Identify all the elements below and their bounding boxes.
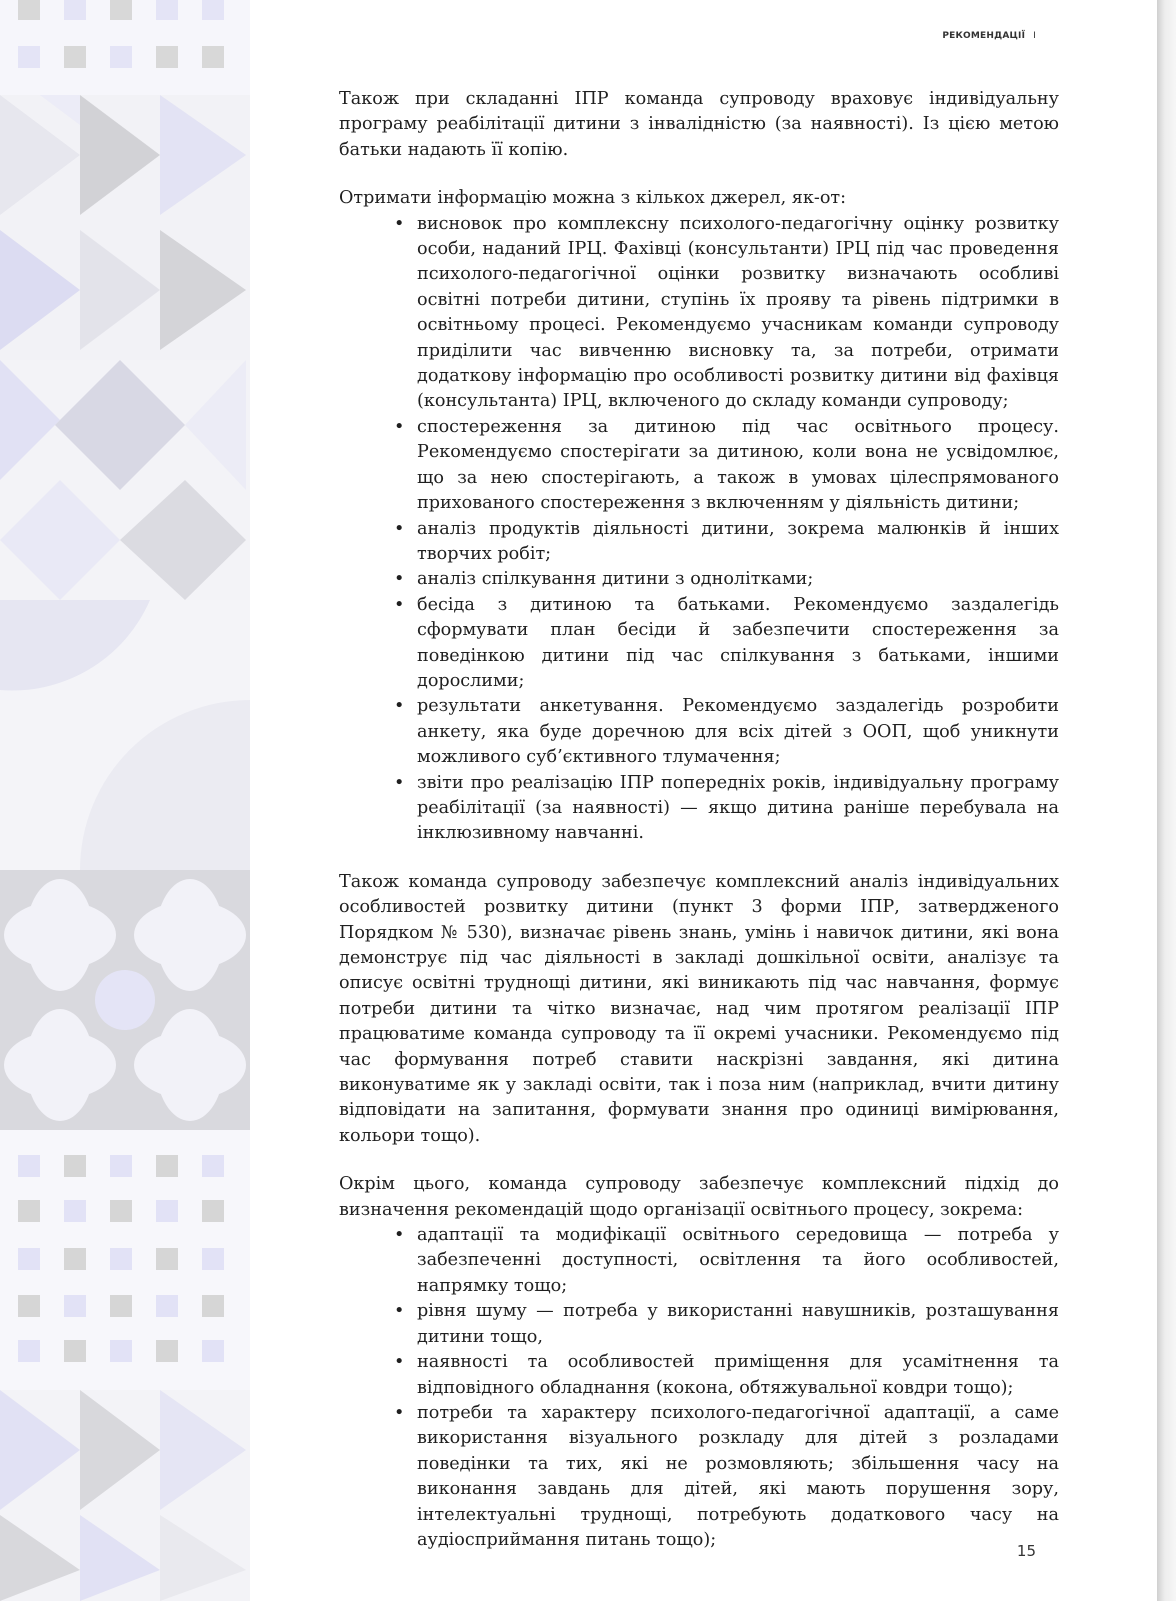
section-title: РЕКОМЕНДАЦІЇ <box>942 31 1026 41</box>
list-item: • звіти про реалізацію ІПР попередніх років, індивідуальну програму реабілітації (за наявності) — якщо дитина раніше перебувала на інклюзивному навчанні. <box>417 771 1059 847</box>
list-item: • адаптації та модифікації освітнього середовища — потреба у забезпеченні доступності, освітлення та його особливостей, напрямку тощо; <box>417 1223 1059 1299</box>
paragraph-ipr-program: Також при складанні ІПР команда супроводу враховує індивідуальну програму реабілітації дитини з інвалідністю (за наявності). Із цією метою батьки надають її копію. <box>339 89 1059 160</box>
paragraph-recommendations-intro: Окрім цього, команда супроводу забезпечує комплексний підхід до визначення рекомендацій щодо організації освітнього процесу, зокрема: <box>339 1174 1059 1220</box>
list-item: • спостереження за дитиною під час освітнього процесу. Рекомендуємо спостерігати за дитиною, коли вона не усвідомлює, що за нею спостерігають, а також в умовах цілеспрямованого прихованого спостереження з включенням у діяльність дитини; <box>417 415 1059 517</box>
page-edge-shadow <box>1157 0 1176 1601</box>
running-header <box>942 31 1036 41</box>
sources-list <box>339 212 1059 847</box>
list-item: • аналіз спілкування дитини з однолітками; <box>417 567 1059 592</box>
list-item: • рівня шуму — потреба у використанні навушників, розташування дитини тощо, <box>417 1299 1059 1350</box>
header-separator: I <box>1033 31 1036 41</box>
recommendations-list <box>339 1223 1059 1553</box>
list-item: • потреби та характеру психолого-педагогічної адаптації, а саме використання візуального розкладу для дітей з розладами поведінки та тих, які не розмовляють; збільшення часу на виконання завдань для дітей, які мають порушення зору, інтелектуальні труднощі, потребують додаткового часу на аудіосприймання питань тощо); <box>417 1401 1059 1553</box>
list-item: • бесіда з дитиною та батьками. Рекомендуємо заздалегідь сформувати план бесіди й забезпечити спостереження за поведінкою дитини під час спілкування з батьками, іншими дорослими; <box>417 593 1059 695</box>
paragraph-complex-analysis: Також команда супроводу забезпечує комплексний аналіз індивідуальних особливостей розвитку дитини (пункт 3 форми ІПР, затвердженого Порядком № 530), визначає рівень знань, умінь і навичок дитини, які вона демонструє під час діяльності в закладі дошкільної освіти, аналізує та описує освітні труднощі дитини, які виникають під час навчання, формує потреби дитини та чітко визначає, над чим протягом реалізації ІПР працюватиме команда супроводу та її окремі учасники. Рекомендуємо під час формування потреб ставити наскрізні завдання, які дитина виконуватиме як у закладі освіти, так і поза ним (наприклад, вчити дитину відповідати на запитання, формувати знання про одиниці вимірювання, кольори тощо). <box>339 871 1059 1146</box>
body-text <box>339 87 1059 1576</box>
list-item: • наявності та особливостей приміщення для усамітнення та відповідного обладнання (кокона, обтяжувальної ковдри тощо); <box>417 1350 1059 1401</box>
list-item: • аналіз продуктів діяльності дитини, зокрема малюнків й інших творчих робіт; <box>417 517 1059 568</box>
list-item: • висновок про комплексну психолого-педагогічну оцінку розвитку особи, наданий ІРЦ. Фахівці (консультанти) ІРЦ під час проведення психолого-педагогічної оцінки розвитку визначають особливі освітні потреби дитини, ступінь їх прояву та рівень підтримки в освітньому процесі. Рекомендуємо учасникам команди супроводу приділити час вивченню висновку та, за потреби, отримати додаткову інформацію про особливості розвитку дитини від фахівця (консультанта) ІРЦ, включеного до складу команди супроводу; <box>417 212 1059 415</box>
paragraph-sources-intro: Отримати інформацію можна з кількох джерел, як-от: <box>339 188 847 209</box>
list-item: • результати анкетування. Рекомендуємо заздалегідь розробити анкету, яка буде доречною для всіх дітей з ООП, щоб уникнути можливого суб’єктивного тлумачення; <box>417 694 1059 770</box>
decorative-pattern <box>0 0 250 1601</box>
page-number: 15 <box>1016 1542 1036 1560</box>
